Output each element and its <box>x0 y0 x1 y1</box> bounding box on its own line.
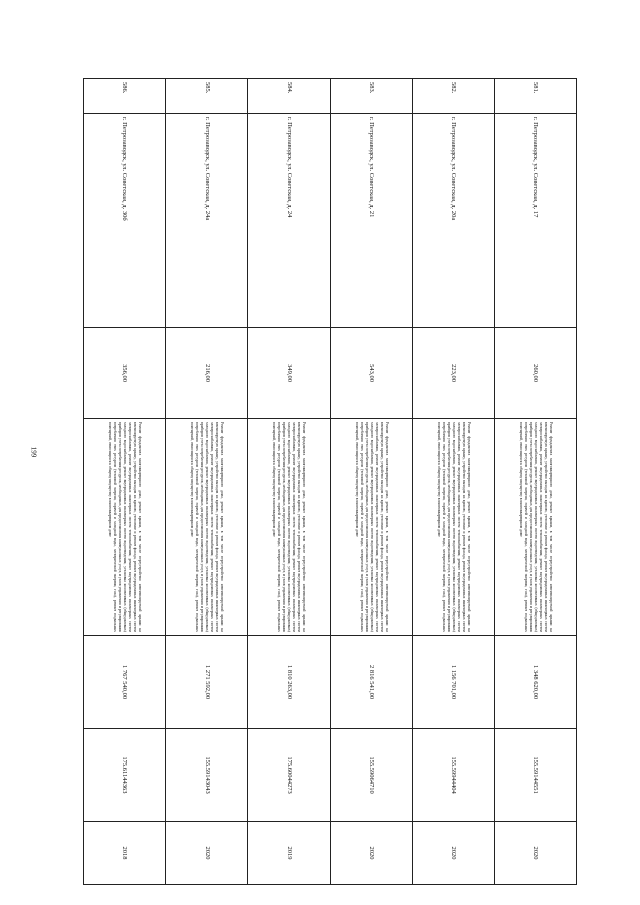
area-cell: 223,00 <box>412 328 494 419</box>
area-cell: 260,00 <box>494 328 576 419</box>
table-row <box>248 79 330 885</box>
cost-cell: 1 810 263,00 <box>248 636 330 729</box>
address-cell: г. Петрозаводск, ул. Советская, д. 24а <box>166 114 248 328</box>
year-cell: 2018 <box>84 822 166 885</box>
cost-cell: 1 156 701,00 <box>412 636 494 729</box>
cost-cell: 2 816 541,00 <box>330 636 412 729</box>
table-row <box>84 79 166 885</box>
works-cell: Ремонт фундамента многоквартирного дома, ремонт крыши, в том числе переустройство невентилируемой крыши на вентилируемую крышу, устройство выходов на кровлю, утепление и ремонт фасада, ремонт внутридомовых инженерных систем электроснабжения, ремонт внутридомовых инженерных систем теплоснабжения, ремонт внутридомовых инженерных систем холодного водоснабжения, ремонт внутридомовых инженерных систем водоотведения, установка коллективных (общедомовых) приборов учета потребления ресурсов, необходимых для предоставления коммунальных услуг, и узлов управления и регулирования потребления этих ресурсов (тепловой энергии, горячей и холодной воды, электрической энергии, газа), ремонт подвальных помещений, относящихся к общему имуществу в многоквартирном доме <box>330 419 412 636</box>
table-row <box>412 79 494 885</box>
year-cell: 2020 <box>166 822 248 885</box>
page-number: 199 <box>29 446 38 458</box>
address-cell: г. Петрозаводск, ул. Советская, д. 17 <box>494 114 576 328</box>
row-number: 585. <box>166 79 248 114</box>
area-cell: 216,00 <box>166 328 248 419</box>
code-cell: 155.59144551 <box>494 729 576 822</box>
year-cell: 2020 <box>494 822 576 885</box>
address-cell: г. Петрозаводск, ул. Советская, д. 24 <box>248 114 330 328</box>
works-cell: Ремонт фундамента многоквартирного дома, ремонт крыши, в том числе переустройство невентилируемой крыши на вентилируемую крышу, устройство выходов на кровлю, утепление и ремонт фасада, ремонт внутридомовых инженерных систем электроснабжения, ремонт внутридомовых инженерных систем теплоснабжения, ремонт внутридомовых инженерных систем холодного водоснабжения, ремонт внутридомовых инженерных систем водоотведения, установка коллективных (общедомовых) приборов учета потребления ресурсов, необходимых для предоставления коммунальных услуг, и узлов управления и регулирования потребления этих ресурсов (тепловой энергии, горячей и холодной воды, электрической энергии, газа), ремонт подвальных помещений, относящихся к общему имуществу в многоквартирном доме <box>166 419 248 636</box>
code-cell: 155.59143043 <box>166 729 248 822</box>
housing-repair-table <box>83 78 577 885</box>
row-number: 581. <box>494 79 576 114</box>
row-number: 584. <box>248 79 330 114</box>
table-row <box>166 79 248 885</box>
code-cell: 155.59944404 <box>412 729 494 822</box>
row-number: 583. <box>330 79 412 114</box>
table-row <box>330 79 412 885</box>
cost-cell: 1 767 540,00 <box>84 636 166 729</box>
code-cell: 175.60044273 <box>248 729 330 822</box>
works-cell: Ремонт фундамента многоквартирного дома, ремонт крыши, в том числе переустройство невентилируемой крыши на вентилируемую крышу, устройство выходов на кровлю, утепление и ремонт фасада, ремонт внутридомовых инженерных систем электроснабжения, ремонт внутридомовых инженерных систем теплоснабжения, ремонт внутридомовых инженерных систем холодного водоснабжения, ремонт внутридомовых инженерных систем водоотведения, установка коллективных (общедомовых) приборов учета потребления ресурсов, необходимых для предоставления коммунальных услуг, и узлов управления и регулирования потребления этих ресурсов (тепловой энергии, горячей и холодной воды, электрической энергии, газа), ремонт подвальных помещений, относящихся к общему имуществу в многоквартирном доме <box>248 419 330 636</box>
year-cell: 2020 <box>330 822 412 885</box>
year-cell: 2020 <box>412 822 494 885</box>
cost-cell: 1 348 620,00 <box>494 636 576 729</box>
address-cell: г. Петрозаводск, ул. Советская, д. 21 <box>330 114 412 328</box>
table-row <box>494 79 576 885</box>
address-cell: г. Петрозаводск, ул. Советская, д. 20а <box>412 114 494 328</box>
works-cell: Ремонт фундамента многоквартирного дома, ремонт крыши, в том числе переустройство невентилируемой крыши на вентилируемую крышу, устройство выходов на кровлю, утепление и ремонт фасада, ремонт внутридомовых инженерных систем электроснабжения, ремонт внутридомовых инженерных систем теплоснабжения, ремонт внутридомовых инженерных систем холодного водоснабжения, ремонт внутридомовых инженерных систем водоотведения, установка коллективных (общедомовых) приборов учета потребления ресурсов, необходимых для предоставления коммунальных услуг, и узлов управления и регулирования потребления этих ресурсов (тепловой энергии, горячей и холодной воды, электрической энергии, газа), ремонт подвальных помещений, относящихся к общему имуществу в многоквартирном доме <box>84 419 166 636</box>
row-number: 582. <box>412 79 494 114</box>
code-cell: 175.61144363 <box>84 729 166 822</box>
rotated-table-container <box>83 78 577 885</box>
works-cell: Ремонт фундамента многоквартирного дома, ремонт крыши, в том числе переустройство невентилируемой крыши на вентилируемую крышу, устройство выходов на кровлю, утепление и ремонт фасада, ремонт внутридомовых инженерных систем электроснабжения, ремонт внутридомовых инженерных систем теплоснабжения, ремонт внутридомовых инженерных систем холодного водоснабжения, ремонт внутридомовых инженерных систем водоотведения, установка коллективных (общедомовых) приборов учета потребления ресурсов, необходимых для предоставления коммунальных услуг, и узлов управления и регулирования потребления этих ресурсов (тепловой энергии, горячей и холодной воды, электрической энергии, газа), ремонт подвальных помещений, относящихся к общему имуществу в многоквартирном доме <box>412 419 494 636</box>
row-number: 586. <box>84 79 166 114</box>
code-cell: 155.59064710 <box>330 729 412 822</box>
cost-cell: 1 271 592,00 <box>166 636 248 729</box>
works-cell: Ремонт фундамента многоквартирного дома, ремонт крыши, в том числе переустройство невентилируемой крыши на вентилируемую крышу, устройство выходов на кровлю, утепление и ремонт фасада, ремонт внутридомовых инженерных систем электроснабжения, ремонт внутридомовых инженерных систем теплоснабжения, ремонт внутридомовых инженерных систем холодного водоснабжения, ремонт внутридомовых инженерных систем водоотведения, установка коллективных (общедомовых) приборов учета потребления ресурсов, необходимых для предоставления коммунальных услуг, и узлов управления и регулирования потребления этих ресурсов (тепловой энергии, горячей и холодной воды, электрической энергии, газа), ремонт подвальных помещений, относящихся к общему имуществу в многоквартирном доме <box>494 419 576 636</box>
address-cell: г. Петрозаводск, ул. Советская, д. 30б <box>84 114 166 328</box>
table-body <box>84 79 577 885</box>
area-cell: 543,00 <box>330 328 412 419</box>
year-cell: 2019 <box>248 822 330 885</box>
area-cell: 349,00 <box>248 328 330 419</box>
area-cell: 356,00 <box>84 328 166 419</box>
